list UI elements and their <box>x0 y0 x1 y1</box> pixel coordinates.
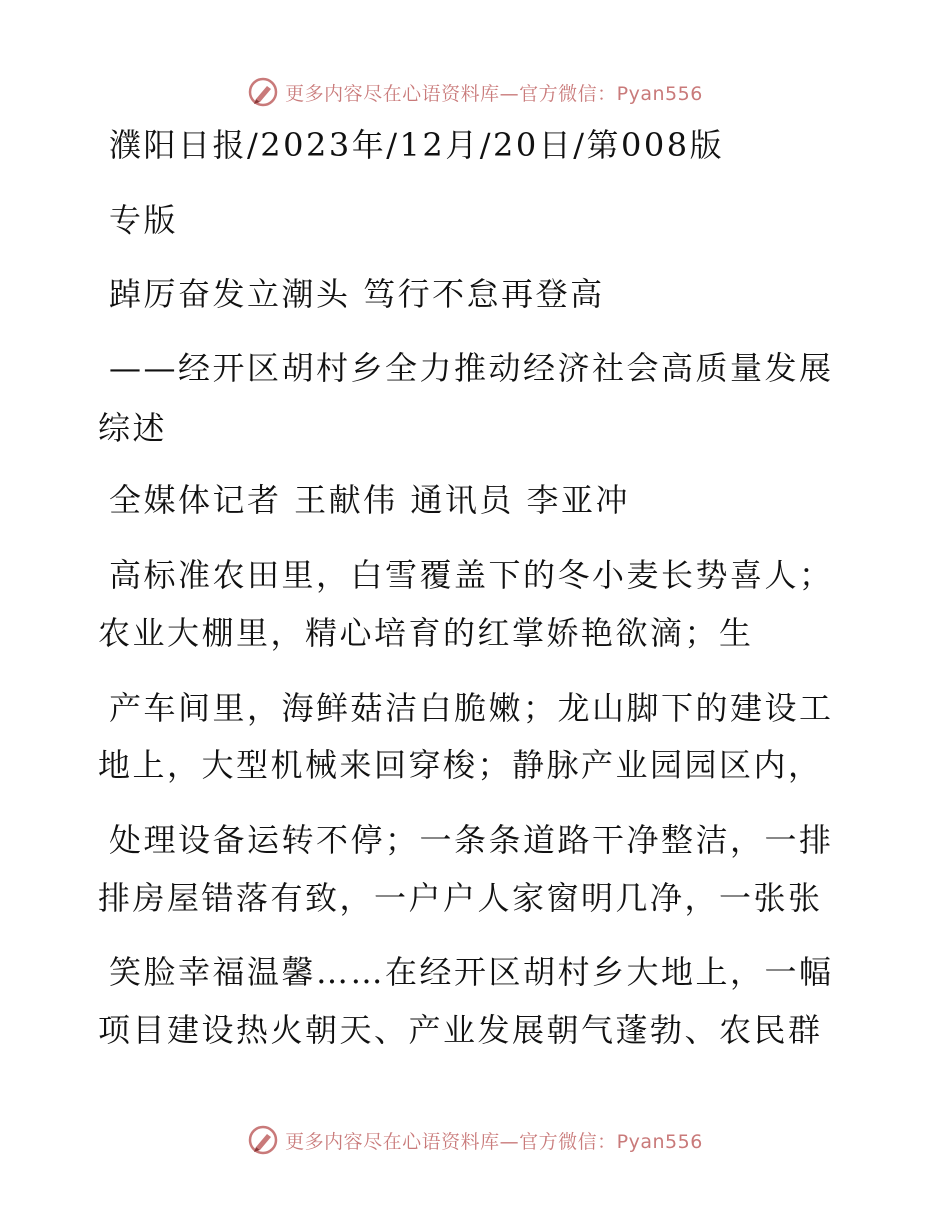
watermark-footer <box>0 1120 950 1160</box>
article-title: 踔厉奋发立潮头 笃行不怠再登高 <box>109 275 605 313</box>
body-line: 农业大棚里，精心培育的红掌娇艳欲滴；生 <box>98 614 754 652</box>
body-line: 高标准农田里，白雪覆盖下的冬小麦长势喜人； <box>109 556 834 594</box>
article-subtitle-continued: 综述 <box>98 409 168 447</box>
body-line: 处理设备运转不停；一条条道路干净整洁，一排 <box>109 821 834 859</box>
article-subtitle: ——经开区胡村乡全力推动经济社会高质量发展 <box>109 349 834 387</box>
body-line: 产车间里，海鲜菇洁白脆嫩；龙山脚下的建设工 <box>109 689 834 727</box>
byline: 全媒体记者 王献伟 通讯员 李亚冲 <box>109 481 631 519</box>
pen-logo-icon <box>247 1124 279 1156</box>
watermark-text: 更多内容尽在心语资料库—官方微信：Pyan556 <box>285 82 703 105</box>
watermark-header <box>0 72 950 112</box>
pen-logo-icon <box>247 76 279 108</box>
section-label: 专版 <box>109 201 179 239</box>
publication-info: 濮阳日报/2023年/12月/20日/第008版 <box>109 126 725 164</box>
body-line: 地上，大型机械来回穿梭；静脉产业园园区内， <box>98 746 823 784</box>
body-line: 项目建设热火朝天、产业发展朝气蓬勃、农民群 <box>98 1011 823 1049</box>
body-line: 笑脸幸福温馨……在经开区胡村乡大地上，一幅 <box>109 953 834 991</box>
watermark-text: 更多内容尽在心语资料库—官方微信：Pyan556 <box>285 1130 703 1153</box>
body-line: 排房屋错落有致，一户户人家窗明几净，一张张 <box>98 879 823 917</box>
